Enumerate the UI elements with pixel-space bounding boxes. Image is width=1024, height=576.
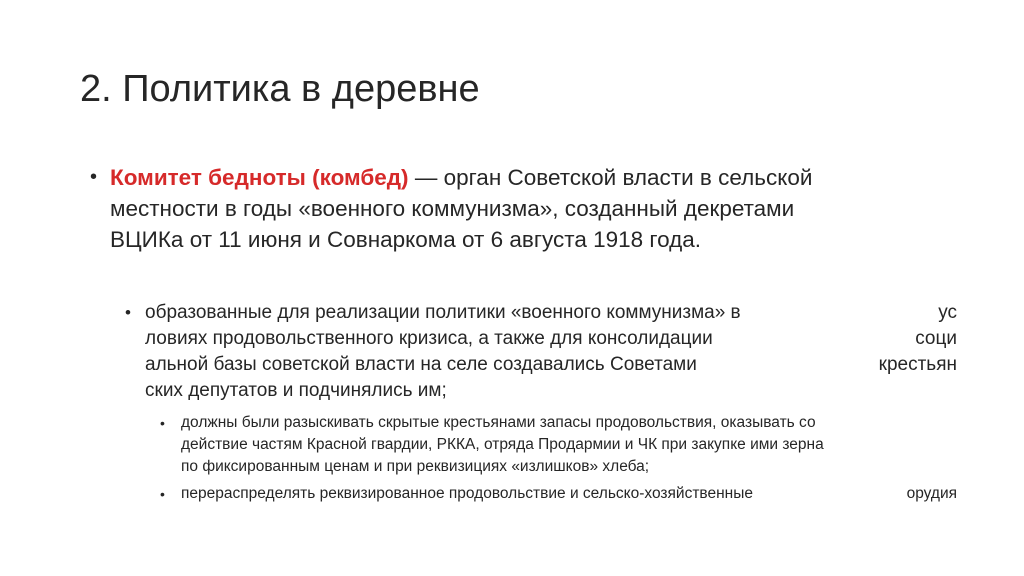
- text-line: [145, 326, 957, 352]
- bullet-marker: •: [160, 415, 165, 431]
- text-line: [110, 162, 950, 193]
- text-line: ВЦИКа от 11 июня и Совнаркома от 6 августа 1918 года.: [110, 227, 702, 252]
- bullet-text: [145, 300, 957, 404]
- bullet-text: [110, 162, 950, 255]
- text-left: альной базы советской власти на селе создавались Советами: [145, 354, 697, 375]
- bullet-marker: •: [90, 166, 98, 188]
- text-line: местности в годы «военного коммунизма», созданный декретами: [110, 196, 795, 221]
- highlighted-term: Комитет бедноты (комбед): [110, 165, 409, 190]
- text-line: должны были разыскивать скрытые крестьянами запасы продовольствия, оказывать со: [181, 414, 816, 431]
- text-left: перераспределять реквизированное продовольствие и сельско-хозяйственные: [181, 485, 753, 502]
- bullet-marker: •: [125, 303, 131, 322]
- bullet-redistribution: [160, 483, 957, 505]
- slide-title: 2. Политика в деревне: [80, 68, 480, 110]
- text-right: орудия: [906, 485, 957, 502]
- text-line: [145, 352, 957, 378]
- text-line: действие частям Красной гвардии, РККА, отряда Продармии и ЧК при закупке ими зерна: [181, 436, 824, 453]
- text-line: [145, 300, 957, 326]
- bullet-marker: •: [160, 486, 165, 502]
- bullet-formation: [125, 300, 957, 404]
- bullet-text: [181, 483, 957, 505]
- text-left: ловиях продовольственного кризиса, а также для консолидации: [145, 328, 713, 349]
- text-line: по фиксированным ценам и при реквизициях «излишков» хлеба;: [181, 458, 650, 475]
- bullet-text: [181, 412, 957, 478]
- bullet-duties: [160, 412, 957, 478]
- bullet-kombed-definition: [90, 162, 950, 255]
- text-right: ус: [938, 302, 957, 323]
- text-line: [181, 483, 957, 505]
- definition-text: — орган Советской власти в сельской: [408, 165, 813, 190]
- text-right: соци: [915, 328, 957, 349]
- text-left: образованные для реализации политики «военного коммунизма» в: [145, 302, 741, 323]
- text-line: ских депутатов и подчинялись им;: [145, 380, 447, 401]
- text-right: крестьян: [878, 354, 957, 375]
